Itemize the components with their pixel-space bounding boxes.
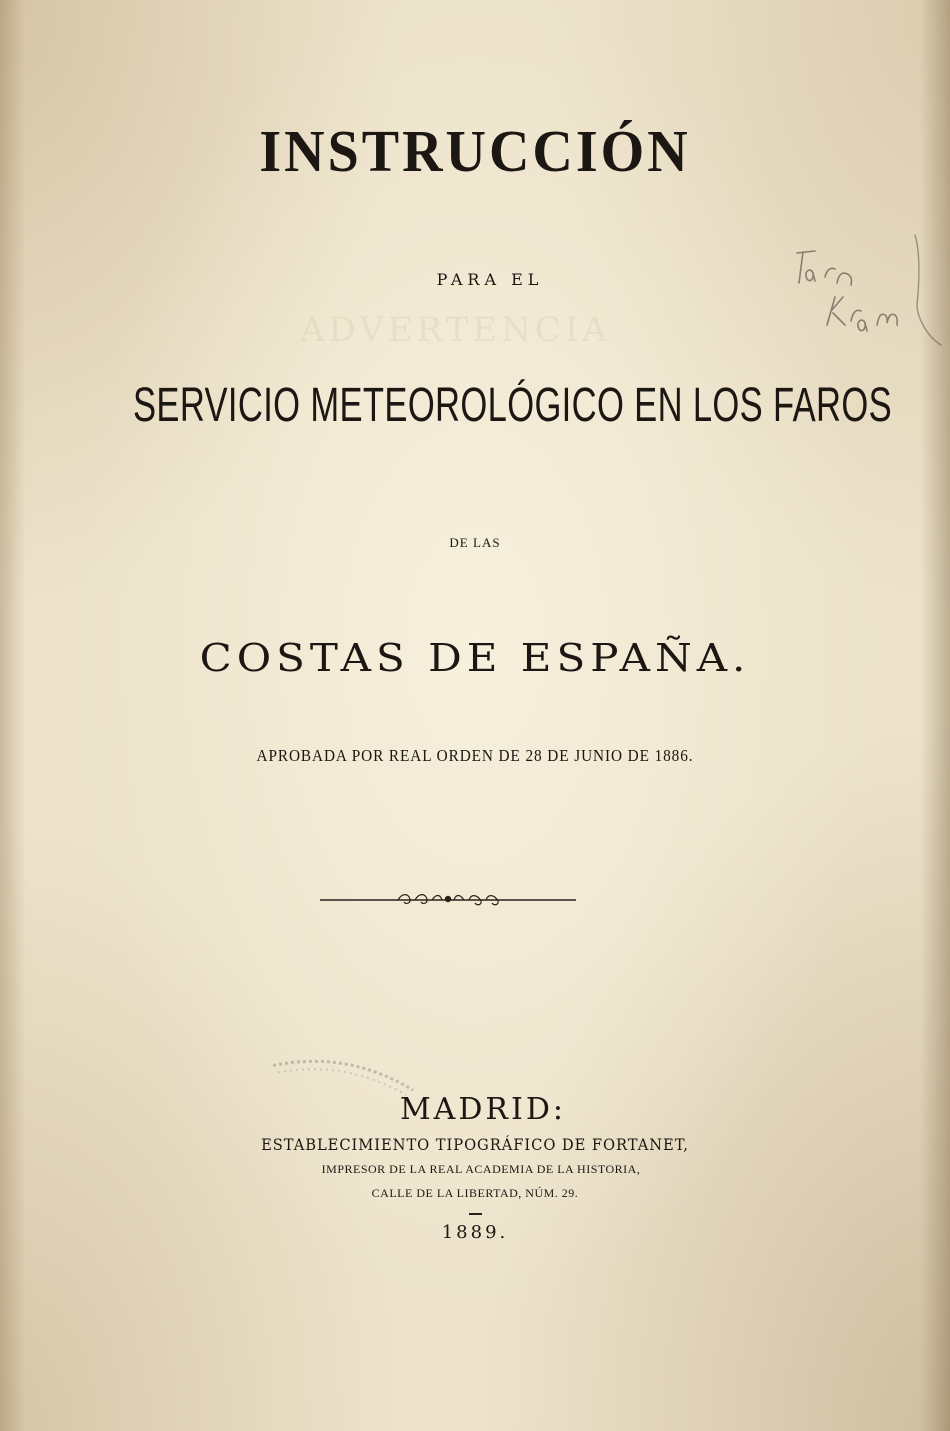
pencil-note-text: Fara Kram xyxy=(785,225,790,226)
pencil-annotation-icon xyxy=(785,225,945,365)
subtitle-servicio: SERVICIO METEOROLÓGICO EN LOS FAROS xyxy=(133,379,893,432)
bleed-through-texture: ADVERTENCIA xyxy=(300,310,611,350)
ornamental-rule-icon xyxy=(318,888,578,912)
imprint-address: CALLE DE LA LIBERTAD, NÚM. 29. xyxy=(371,1186,579,1200)
paper-edge-shadow-right xyxy=(920,0,950,1431)
faded-stamp-icon xyxy=(268,1035,422,1098)
subtitle-de-las: DE LAS xyxy=(449,535,501,550)
approval-line: APROBADA POR REAL ORDEN DE 28 DE JUNIO DE 1886. xyxy=(256,746,694,765)
imprint-year: 1889. xyxy=(441,1222,509,1243)
imprint-establishment: ESTABLECIMIENTO TIPOGRÁFICO DE FORTANET, xyxy=(261,1135,689,1154)
subtitle-para-el: PARA EL xyxy=(436,270,544,289)
subtitle-costas: COSTAS DE ESPAÑA. xyxy=(199,634,751,681)
title-heading: INSTRUCCIÓN xyxy=(259,119,691,185)
imprint-divider xyxy=(469,1213,482,1215)
paper-edge-shadow-left xyxy=(0,0,26,1431)
imprint-printer: IMPRESOR DE LA REAL ACADEMIA DE LA HISTORIA, xyxy=(321,1162,641,1176)
imprint-city: MADRID: xyxy=(399,1092,567,1127)
